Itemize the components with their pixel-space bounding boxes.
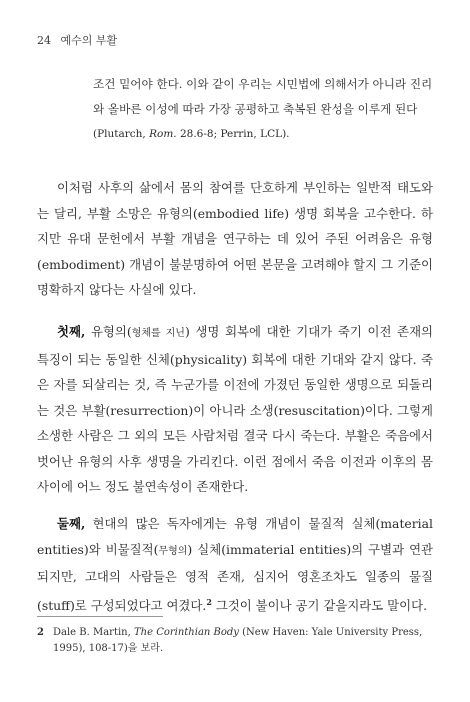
footnote-author: Dale B. Martin, [53, 627, 134, 638]
quote-text: 조건 밑어야 한다. 이와 같이 우리는 시민법에 의해서가 아니라 진리와 올바른 이성에 따라 가장 공평하고 축복된 완성을 이루게 된다 [93, 77, 433, 116]
running-header [37, 32, 117, 48]
footnote-body [53, 625, 423, 657]
citation-author: (Plutarch, [93, 128, 150, 140]
paragraph-2-lead: 첫째, [57, 324, 86, 339]
footnote-divider [37, 616, 163, 617]
paragraph-3-text-a: 현대의 많은 독자에게는 유형 개념이 물질적 실체(material entities)와 비물질적( [37, 516, 433, 557]
footnote [37, 625, 433, 657]
block-quote [93, 72, 433, 147]
paragraph-3-lead: 둘째, [57, 516, 86, 531]
citation-work: Rom. [149, 128, 177, 140]
running-title: 예수의 부활 [60, 34, 118, 47]
page-number: 24 [37, 34, 51, 47]
quote-citation [93, 122, 433, 147]
paragraph-2-text-b: ) 생명 회복에 대한 기대가 죽기 이전 존재의 특징이 되는 동일한 신체(physicality) 회복에 대한 기대와 같지 않다. 죽은 자를 되살리는 것, 즉 누군가를 이전에 가졌던 동일한 생명으로 되돌리는 것은 부활(resurrection)이 아니라 소생(resuscitation)이다. 그렇게 소생한 사람은 그 외의 모든 사람처럼 결국 다시 죽는다. 부활은 죽음에서 벗어난 유형의 사후 생명을 가리킨다. 이런 점에서 죽음 이전과 이후의 몸 사이에 어느 정도 불연속성이 존재한다. [37, 324, 434, 494]
paragraph-2-gloss: 형체를 지닌 [131, 328, 185, 339]
paragraph-2 [37, 319, 433, 500]
paragraph-3 [37, 511, 433, 618]
footnote-title: The Corinthian Body [133, 627, 239, 638]
paragraph-3-text-c: 그것이 불이나 공기 같을지라도 말이다. [211, 597, 428, 613]
citation-reference: 28.6-8; Perrin, LCL). [176, 128, 290, 140]
paragraph-1: 이처럼 사후의 삶에서 몸의 참여를 단호하게 부인하는 일반적 태도와는 달리, 부활 소망은 유형의(embodied life) 생명 회복을 고수한다. 하지만 유대 문헌에서 부활 개념을 연구하는 데 있어 주된 어려움은 유형(embodiment) 개념이 불분명하여 어떤 본문을 고려해야 할지 그 기준이 명확하지 않다는 사실에 있다. [37, 180, 433, 297]
footnote-reference: (New Haven: Yale University Press, 1995), 108-17)을 보라. [53, 627, 423, 654]
footnote-marker[interactable]: 2 [206, 596, 212, 607]
paragraph-2-text-a: 유형의( [85, 324, 132, 339]
paragraph-3-gloss: 무형의 [158, 545, 188, 557]
paragraph-3-text-b: ) 실체(immaterial entities)의 구별과 연관되지만, 고대의 사람들은 영적 존재, 심지어 영혼조차도 일종의 물질(stuff)로 구성되었다고 여겼다. [37, 541, 434, 613]
footnote-number: 2 [37, 627, 44, 638]
